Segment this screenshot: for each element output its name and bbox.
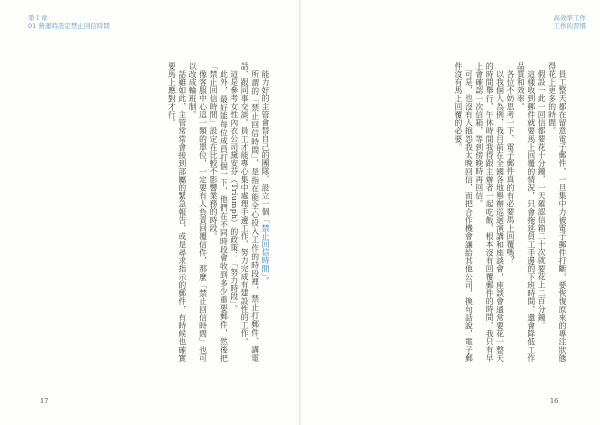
- book-gutter: [299, 0, 301, 425]
- right-paragraph: 可是，也沒有人抱怨我太晚回信，而把合作機會讓給其他公司，換句話說，電子郵件沒有馬上回覆的必要。: [453, 62, 474, 362]
- right-running-header: [546, 14, 586, 30]
- right-page-body: [335, 62, 567, 362]
- left-paragraph: 所謂的「禁止回信時間」，是指在能全心投入工作的時段裡，禁止打郵件、講電話、跟同事交談。員工才能專心集中處理手邊工作，努力完成有建設性的工作。: [240, 62, 260, 362]
- left-page-body: [45, 62, 270, 362]
- left-header-section: 01 營運時設定禁止回信時間: [28, 22, 110, 30]
- left-paragraph: [260, 62, 270, 362]
- left-paragraph: 這是參考女性內衣公司黛安芬（Triumph）的政策：「努力時段」。: [229, 69, 239, 313]
- right-paragraph: 這樣收到郵件就要馬上回覆的情況，只會拖延員工手邊的下班時間，還會降低工作品質和效率。: [516, 62, 536, 362]
- right-header-line1: 高效率工作: [553, 14, 586, 22]
- highlighted-term: 禁止回信時間: [261, 223, 270, 273]
- left-paragraph: 話雖如此，主管常常會接到部屬的緊急報告，或是尋求指示的郵件，有時候也確實要馬上應對才行。: [167, 62, 187, 362]
- left-header-chapter: 第１章: [28, 14, 48, 22]
- left-paragraph-text: 」。: [261, 272, 270, 285]
- left-paragraph: 此外，最好能每位成員打個一下，他們在不同時段會收到多少重要郵件，然後把「禁止回信時間」設定在比較不影響業務的時段。: [208, 62, 229, 362]
- right-header-line2: 工作的習慣: [553, 22, 586, 30]
- left-running-header: [28, 14, 110, 30]
- right-page-number: 16: [550, 397, 559, 405]
- left-paragraph-text: 能力好的主管會替自己的團隊，設立一個「: [261, 69, 270, 224]
- right-paragraph: 假設一此一回信都要花十分鐘，一天確認信箱二十次就要花上二百分鐘。: [537, 69, 547, 329]
- right-paragraph: 以我個人為例，我目前在全國各地舉辦巡迴演講和座談會，座談會通常要花一整天的時間舉行，午休時間我得跟主辦者一起吃飯，根本沒有回覆郵件的時間，我只有早上會確認一次信箱，等到傍晚時再回信。: [474, 62, 505, 362]
- left-paragraph: 像客服中心這一類的單位，一定要有人負責回覆信件，那麼「禁止回信時間」也可以改成輪班制。: [188, 62, 208, 362]
- right-paragraph: 員工整天都在留意電子郵件，一旦集中力被電子郵件打斷，要恢復原來的專注狀態得花上更多的時間。: [547, 62, 567, 362]
- left-page-number: 17: [40, 397, 49, 405]
- right-paragraph: 各位不妨思考一下，電子郵件真的有必要馬上回覆嗎？: [505, 69, 515, 265]
